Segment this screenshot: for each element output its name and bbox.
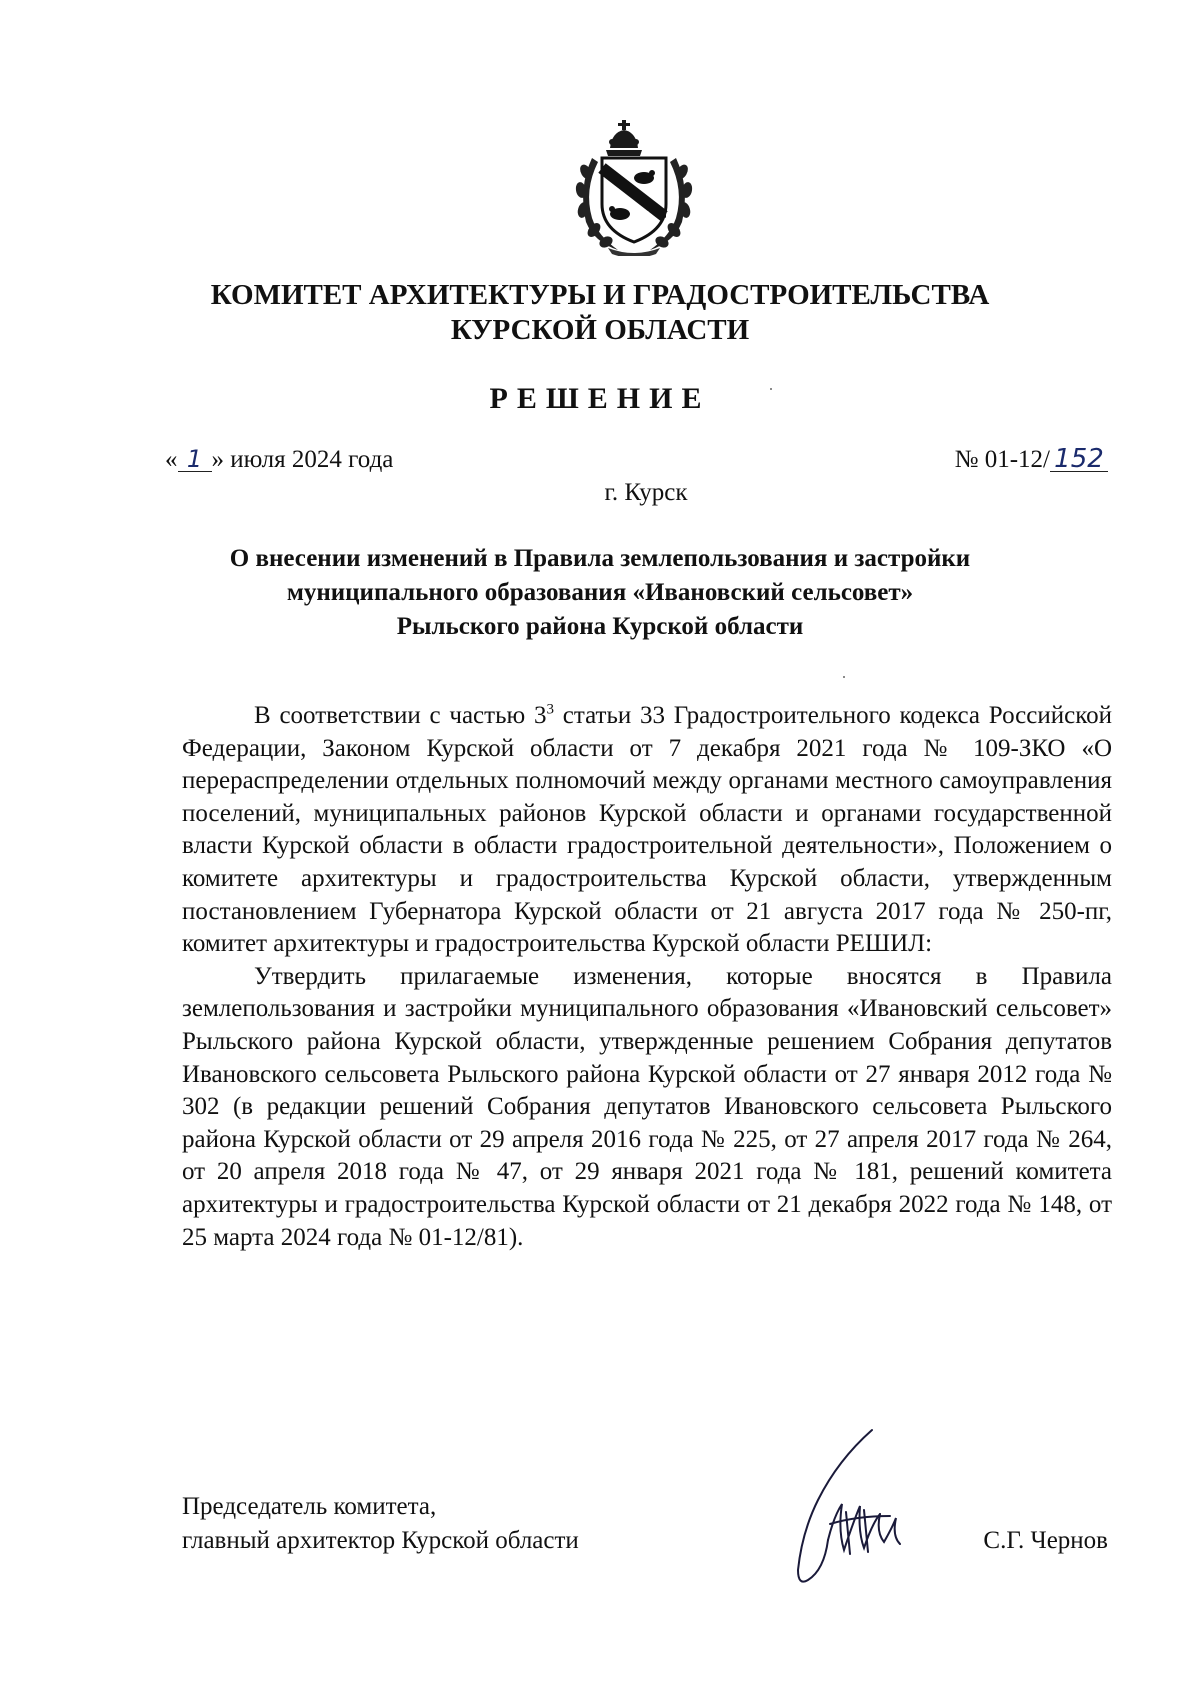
body-paragraph-1-rest: статьи 33 Градостроительного кодекса Российской Федерации, Законом Курской области от 7 декабря 2021 года № 109-ЗКО «О перераспределении отдельных полномочий между органами местного самоуправления поселений, муниципальных районов Курской области и органами государственной власти Курской области в области градостроительной деятельности», Положением о комитете архитектуры и градостроительства Курской области, утвержденным постановлением Губернатора Курской области от 21 августа 2017 года № 250-пг, комитет архитектуры и градостроительства Курской области РЕШИЛ: — [182, 702, 1112, 958]
document-city: г. Курск — [604, 479, 688, 506]
signatory-name: С.Г. Чернов — [983, 1527, 1108, 1554]
scan-speck — [770, 388, 772, 390]
document-body — [182, 700, 1112, 1254]
handwritten-signature-icon — [768, 1420, 918, 1600]
document-type-title: РЕШЕНИЕ — [489, 382, 711, 415]
signatory-role-line1: Председатель комитета, — [182, 1493, 437, 1520]
organization-name-line1: КОМИТЕТ АРХИТЕКТУРЫ И ГРАДОСТРОИТЕЛЬСТВА — [210, 279, 990, 311]
document-subject-line1: О внесении изменений в Правила землепользования и застройки — [229, 545, 971, 572]
organization-name-line2: КУРСКОЙ ОБЛАСТИ — [450, 314, 750, 346]
document-number-handwritten: 152 — [1050, 447, 1108, 472]
body-paragraph-1-superscript: 3 — [546, 701, 554, 718]
body-paragraph-2: Утвердить прилагаемые изменения, которые вносятся в Правила землепользования и застройки муниципального образования «Ивановский сельсовет» Рыльского района Курской области, утвержденные решением Собрания депутатов Ивановского сельсовета Рыльского района Курской области от 27 января 2012 года № 302 (в редакции решений Собрания депутатов Ивановского сельсовета Рыльского района Курской области от 29 апреля 2016 года № 225, от 27 апреля 2017 года № 264, от 20 апреля 2018 года № 47, от 29 января 2021 года № 181, решений комитета архитектуры и градостроительства Курской области от 21 декабря 2022 года № 148, от 25 марта 2024 года № 01-12/81). — [182, 962, 1112, 1251]
body-paragraph-1 — [182, 700, 1112, 961]
date-month-year: » июля 2024 года — [211, 446, 394, 473]
body-paragraph-1-start: В соответствии с частью 3 — [254, 702, 547, 729]
document-subject-line2: муниципального образования «Ивановский сельсовет» — [286, 579, 914, 606]
coat-of-arms-icon — [572, 118, 696, 256]
document-number — [955, 446, 1108, 474]
document-subject-line3: Рыльского района Курской области — [396, 613, 804, 640]
signatory-role-line2: главный архитектор Курской области — [182, 1527, 579, 1554]
date-open-quote: « — [165, 446, 178, 473]
document-date — [165, 446, 393, 474]
document-number-prefix: № 01-12/ — [954, 446, 1050, 473]
date-day-handwritten: 1 — [178, 447, 212, 472]
scan-speck — [843, 676, 845, 678]
